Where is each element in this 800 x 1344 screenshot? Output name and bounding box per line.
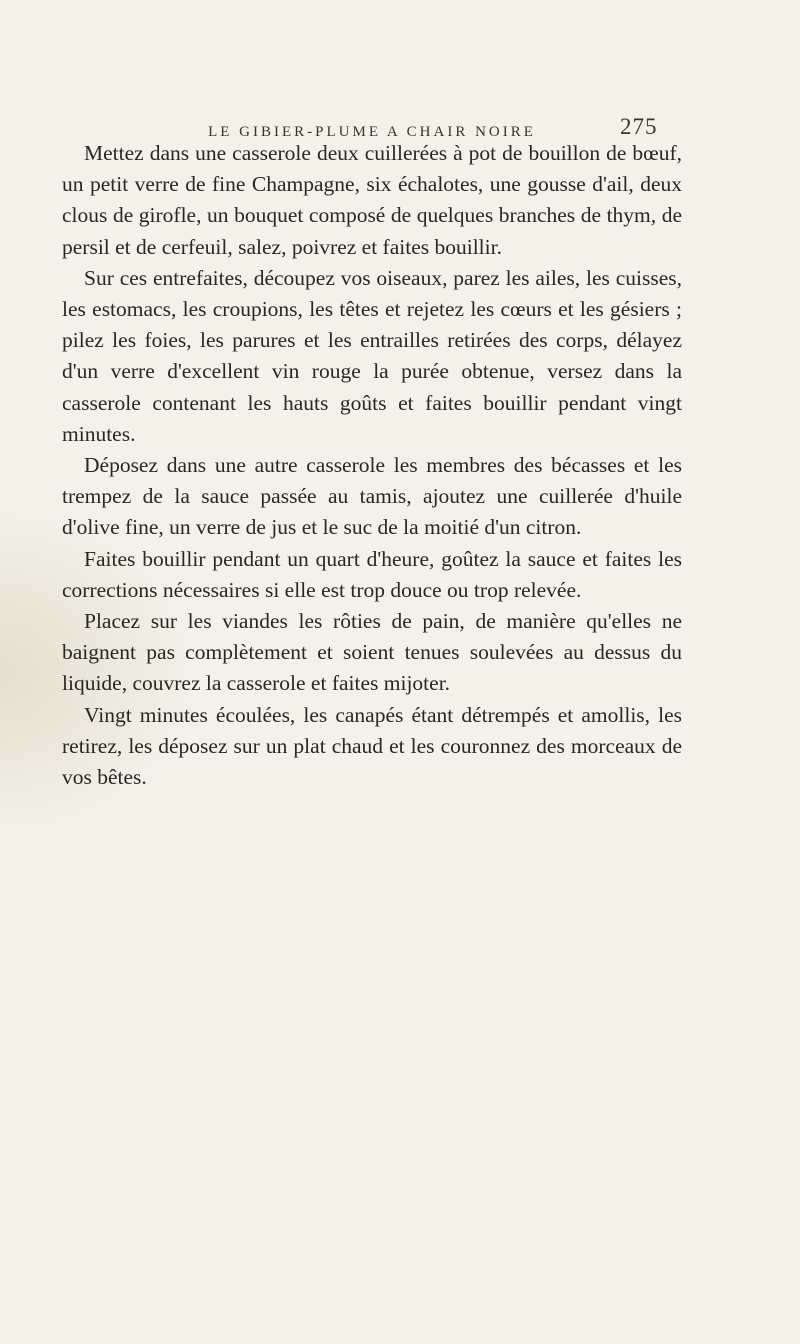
body-text <box>62 138 682 793</box>
paragraph: Sur ces entrefaites, découpez vos oiseaux, parez les ailes, les cuisses, les estomacs, les croupions, les têtes et rejetez les cœurs et les gésiers ; pilez les foies, les parures et les entrailles retirées des corps, délayez d'un verre d'excellent vin rouge la purée obtenue, versez dans la casserole contenant les hauts goûts et faites bouillir pendant vingt minutes. <box>62 265 682 446</box>
paragraph: Placez sur les viandes les rôties de pain, de manière qu'elles ne baignent pas complètement et soient tenues soulevées au dessus du liquide, couvrez la casserole et faites mijoter. <box>62 609 682 696</box>
paragraph: Mettez dans une casserole deux cuillerées à pot de bouillon de bœuf, un petit verre de fine Champagne, six échalotes, une gousse d'ail, deux clous de girofle, un bouquet composé de quelques branches de thym, de persil et de cerfeuil, salez, poivrez et faites bouillir. <box>62 141 682 259</box>
paragraph: Déposez dans une autre casserole les membres des bécasses et les trempez de la sauce passée au tamis, ajoutez une cuillerée d'huile d'olive fine, un verre de jus et le suc de la moitié d'un citron. <box>62 453 682 540</box>
page-number: 275 <box>620 114 658 139</box>
paragraph: Faites bouillir pendant un quart d'heure, goûtez la sauce et faites les corrections nécessaires si elle est trop douce ou trop relevée. <box>62 546 682 602</box>
running-head: LE GIBIER-PLUME A CHAIR NOIRE <box>208 124 536 140</box>
paragraph: Vingt minutes écoulées, les canapés étant détrempés et amollis, les retirez, les déposez sur un plat chaud et les couronnez des morceaux de vos bêtes. <box>62 702 682 790</box>
